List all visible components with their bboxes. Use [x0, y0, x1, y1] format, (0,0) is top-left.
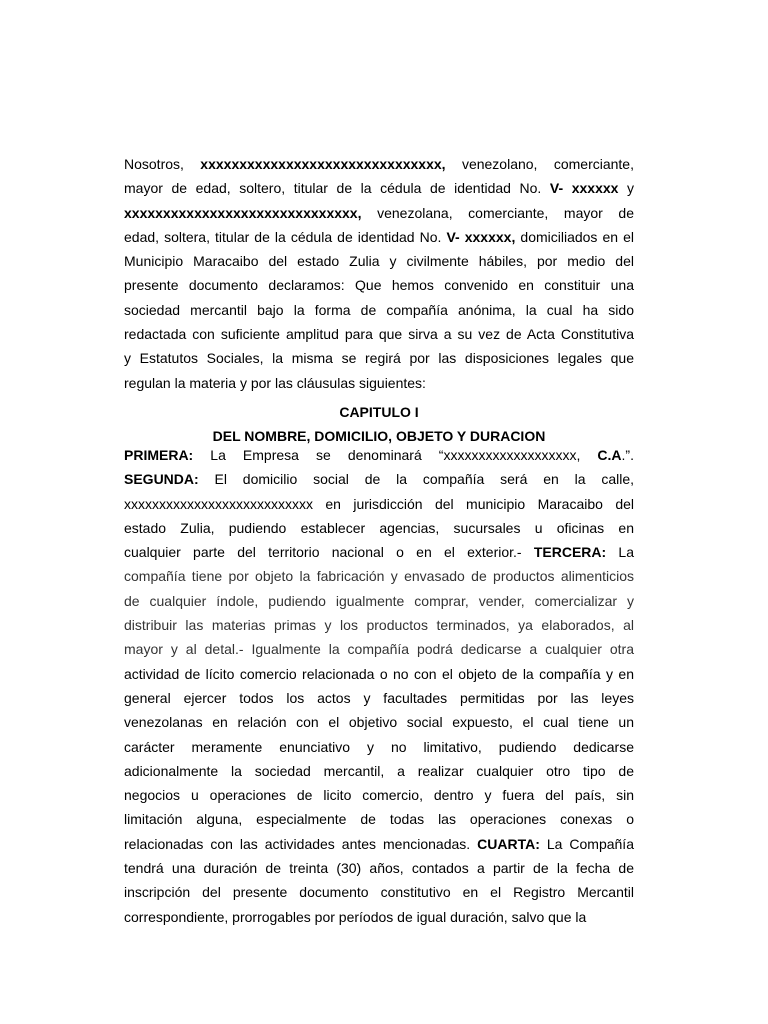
- text-line: [124, 467, 634, 491]
- text-segment: adicionalmente la sociedad mercantil, a realizar cualquier otro tipo de: [124, 762, 634, 779]
- text-segment: La: [606, 544, 634, 561]
- text-segment: distribuir las materias primas y los productos terminados, ya elaborados, al: [124, 617, 634, 634]
- text-line: [124, 832, 634, 856]
- text-segment: y: [618, 180, 635, 197]
- text-line: [124, 686, 634, 710]
- bold-text: C.A: [597, 447, 622, 463]
- text-line: [124, 807, 634, 831]
- text-line: [124, 273, 634, 297]
- text-segment: El domicilio social de la compañía será en la calle,: [198, 471, 634, 488]
- text-segment: mayor de edad, soltero, titular de la cédula de identidad No.: [124, 180, 550, 197]
- text-line: [124, 637, 634, 661]
- text-segment: La Compañía: [539, 835, 634, 852]
- bold-text: TERCERA:: [533, 544, 607, 561]
- bold-text: CUARTA:: [477, 835, 540, 852]
- text-line: [124, 856, 634, 880]
- text-segment: La Empresa se denominará “xxxxxxxxxxxxxxxxxxx,: [193, 447, 598, 463]
- text-segment: regulan la materia y por las cláusulas siguientes:: [124, 374, 426, 391]
- text-segment: venezolana, comerciante, mayor de: [361, 204, 634, 221]
- text-line: [124, 613, 634, 637]
- clauses-paragraph: [124, 443, 634, 929]
- text-line: [124, 710, 634, 734]
- text-line: [124, 905, 634, 929]
- text-line: [124, 443, 634, 467]
- text-segment: .”.: [621, 447, 634, 463]
- text-segment: domiciliados en el: [515, 228, 634, 245]
- chapter-title: CAPITULO I: [339, 404, 419, 420]
- text-segment: sociedad mercantil bajo la forma de compañía anónima, la cual ha sido: [124, 301, 634, 318]
- bold-text: xxxxxxxxxxxxxxxxxxxxxxxxxxxxxx,: [124, 204, 362, 221]
- text-line: [124, 759, 634, 783]
- text-segment: inscripción del presente documento constitutivo en el Registro Mercantil: [124, 884, 634, 901]
- text-line: [124, 492, 634, 516]
- text-segment: venezolano, comerciante,: [445, 156, 634, 172]
- text-segment: correspondiente, prorrogables por períodos de igual duración, salvo que la: [124, 908, 587, 925]
- text-line: [124, 735, 634, 759]
- text-segment: edad, soltera, titular de la cédula de identidad No.: [124, 228, 447, 245]
- text-segment: carácter meramente enunciativo y no limitativo, pudiendo dedicarse: [124, 738, 634, 755]
- text-line: [124, 540, 634, 564]
- text-line: [124, 201, 634, 225]
- text-segment: cualquier parte del territorio nacional o en el exterior.-: [124, 544, 534, 561]
- text-segment: redactada con suficiente amplitud para que sirva a su vez de Acta Constitutiva: [124, 326, 634, 343]
- text-line: [124, 346, 634, 370]
- text-line: [124, 152, 634, 176]
- text-segment: presente documento declaramos: Que hemos convenido en constituir una: [124, 277, 634, 294]
- text-segment: general ejercer todos los actos y facultades permitidas por las leyes: [124, 689, 634, 706]
- intro-paragraph: [124, 152, 634, 395]
- text-line: [124, 176, 634, 200]
- bold-text: V- xxxxxx: [549, 180, 619, 197]
- text-line: [124, 298, 634, 322]
- text-segment: compañía tiene por objeto la fabricación y envasado de productos alimenticios: [124, 568, 634, 585]
- text-segment: de cualquier índole, pudiendo igualmente comprar, vender, comercializar y: [124, 592, 634, 609]
- text-line: [124, 589, 634, 613]
- text-line: [124, 564, 634, 588]
- text-segment: xxxxxxxxxxxxxxxxxxxxxxxxxxx en jurisdicción del municipio Maracaibo del: [124, 495, 634, 512]
- text-segment: negocios u operaciones de licito comercio, dentro y fuera del país, sin: [124, 787, 634, 804]
- bold-text: V- xxxxxx,: [446, 228, 516, 245]
- text-line: [124, 662, 634, 686]
- text-segment: Nosotros,: [124, 156, 201, 172]
- text-line: [124, 516, 634, 540]
- text-segment: Municipio Maracaibo del estado Zulia y civilmente hábiles, por medio del: [124, 253, 634, 270]
- text-line: [124, 225, 634, 249]
- text-line: [124, 371, 634, 395]
- text-segment: relacionadas con las actividades antes mencionadas.: [124, 835, 478, 852]
- text-segment: estado Zulia, pudiendo establecer agencias, sucursales u oficinas en: [124, 519, 634, 536]
- text-segment: venezolanas en relación con el objetivo social expuesto, el cual tiene un: [124, 714, 634, 731]
- text-segment: mayor y al detal.- Igualmente la compañía podrá dedicarse a cualquier otra: [124, 641, 634, 658]
- text-segment: tendrá una duración de treinta (30) años, contados a partir de la fecha de: [124, 860, 634, 877]
- text-line: [124, 322, 634, 346]
- bold-text: SEGUNDA:: [124, 471, 199, 488]
- text-segment: limitación alguna, especialmente de todas las operaciones conexas o: [124, 811, 634, 828]
- bold-text: xxxxxxxxxxxxxxxxxxxxxxxxxxxxxxx,: [200, 156, 446, 172]
- text-line: [124, 880, 634, 904]
- bold-text: PRIMERA:: [124, 447, 194, 463]
- text-line: [124, 249, 634, 273]
- text-line: [124, 783, 634, 807]
- text-segment: y Estatutos Sociales, la misma se regirá por las disposiciones legales que: [124, 350, 634, 367]
- chapter-subtitle: DEL NOMBRE, DOMICILIO, OBJETO Y DURACION: [212, 428, 546, 444]
- text-segment: actividad de lícito comercio relacionada o no con el objeto de la compañía y en: [124, 665, 634, 682]
